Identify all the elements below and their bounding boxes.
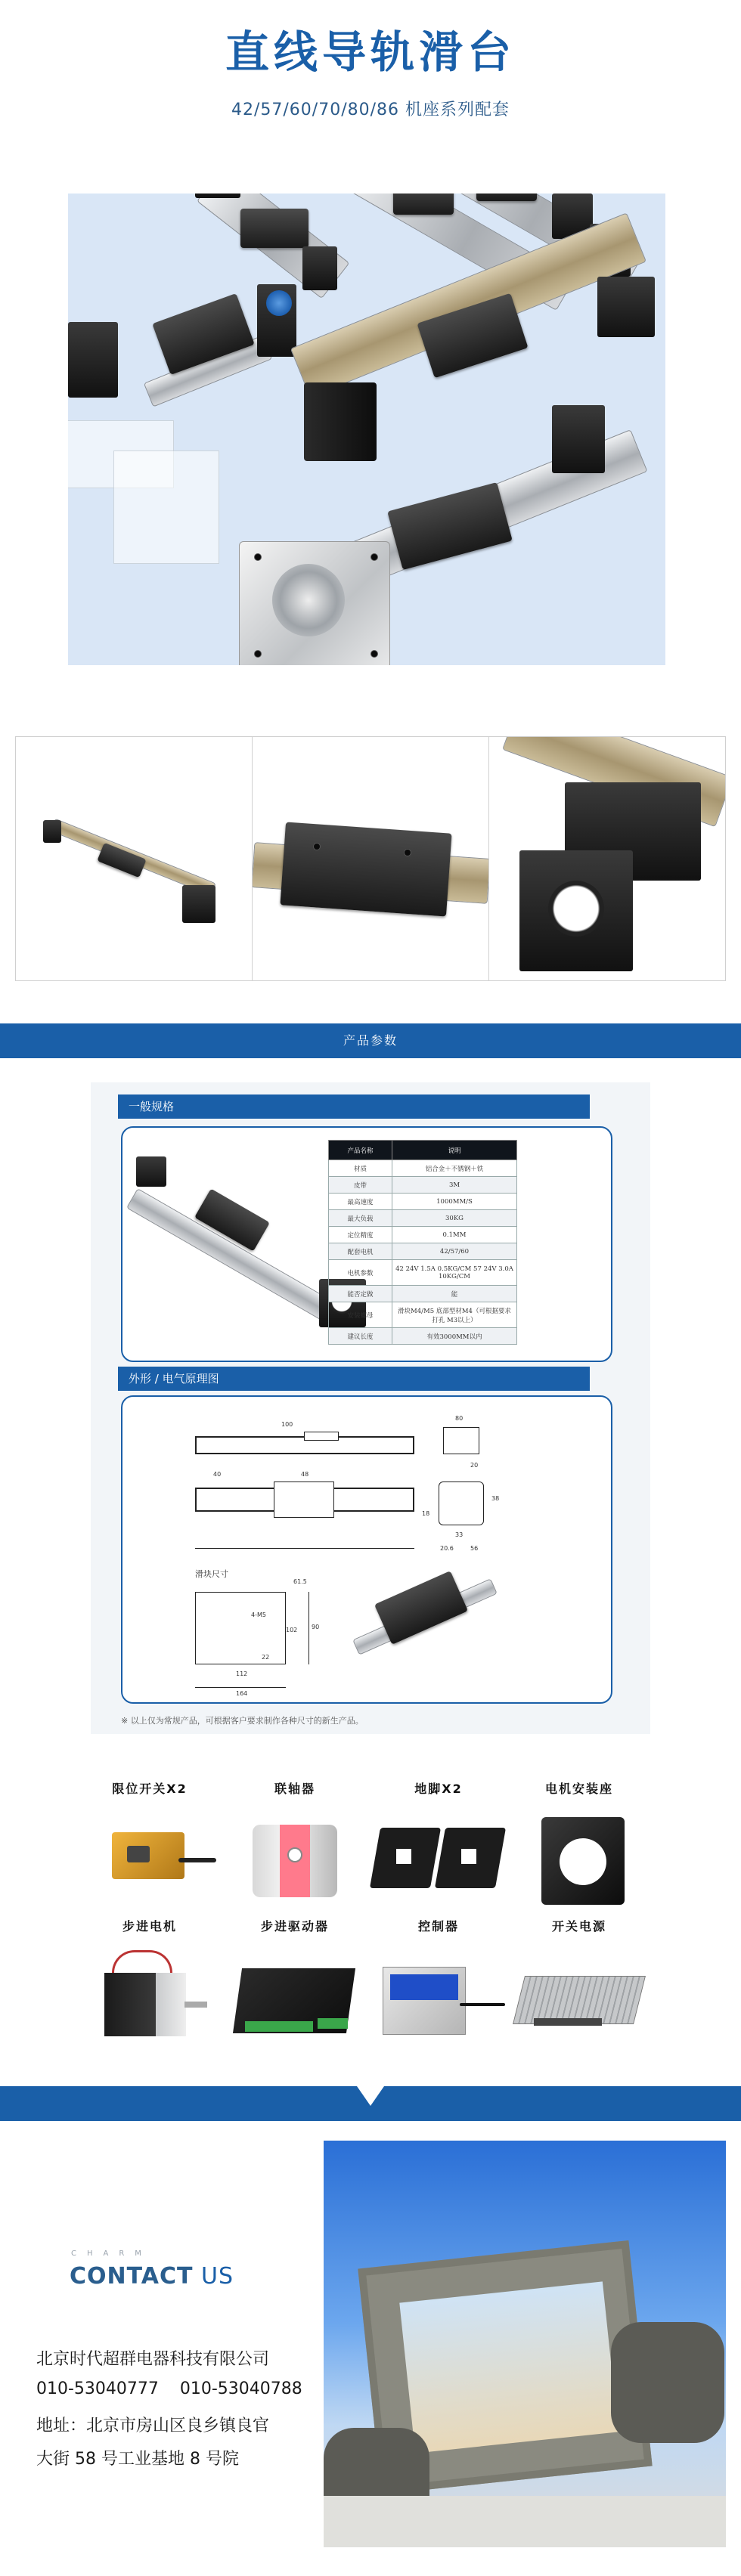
spec-value: 0.1MM xyxy=(392,1227,517,1243)
spec-value: 铝合金＋不锈钢＋铁 xyxy=(392,1160,517,1177)
spec-note: ※ 以上仅为常规产品，可根据客户要求制作各种尺寸的新生产品。 xyxy=(121,1716,364,1726)
contact-heading-a: CONTACT xyxy=(70,2263,194,2290)
drawing-line xyxy=(274,1482,334,1518)
dim-label: 48 xyxy=(301,1471,309,1478)
end-block xyxy=(302,246,337,290)
spec-value: 3M xyxy=(392,1177,517,1194)
drawing-line xyxy=(304,1432,339,1441)
spec-table xyxy=(328,1140,517,1345)
drawing-label: 外形 / 电气原理图 xyxy=(118,1367,590,1391)
general-spec-label: 一般规格 xyxy=(118,1094,590,1119)
dim-label: 90 xyxy=(312,1624,320,1630)
power-supply-icon xyxy=(511,1943,647,2048)
chevron-down-icon xyxy=(357,2086,384,2106)
spec-key: 材质 xyxy=(329,1160,392,1177)
limit-switch-icon xyxy=(82,1805,218,1911)
carriage xyxy=(280,822,451,916)
spec-key: 最高速度 xyxy=(329,1194,392,1210)
accessory-item xyxy=(74,1917,225,2048)
dim-label: 100 xyxy=(281,1421,293,1428)
dim-label: 38 xyxy=(491,1495,500,1502)
end-block xyxy=(195,194,240,198)
accessory-label: 步进驱动器 xyxy=(260,1919,329,1934)
carriage xyxy=(387,482,513,570)
dim-label: 18 xyxy=(422,1510,430,1517)
spec-key: 建议长度 xyxy=(329,1328,392,1345)
accessory-item xyxy=(363,1917,514,2048)
accessory-label: 电机安装座 xyxy=(544,1782,613,1796)
carriage xyxy=(476,194,537,201)
drawing-line xyxy=(308,1592,309,1664)
drawing-line xyxy=(195,1592,286,1664)
photo-inset xyxy=(399,2281,618,2453)
spec-key: 能否定做 xyxy=(329,1286,392,1302)
dim-label: 22 xyxy=(262,1654,270,1661)
motor-mount-icon xyxy=(511,1805,647,1911)
page-title: 直线导轨滑台 xyxy=(225,26,516,78)
end-block xyxy=(182,885,215,923)
spec-value: 1000MM/S xyxy=(392,1194,517,1210)
dim-label: 80 xyxy=(455,1415,464,1422)
table-row xyxy=(329,1227,517,1243)
accessory-label: 开关电源 xyxy=(551,1919,606,1934)
table-row xyxy=(329,1260,517,1286)
controller-icon xyxy=(370,1943,507,2048)
bolt-hole-icon xyxy=(404,849,411,856)
dim-label: 61.5 xyxy=(293,1578,307,1585)
contact-heading-b: US xyxy=(193,2263,234,2290)
contact-heading xyxy=(70,2263,234,2290)
end-block xyxy=(43,820,61,843)
ghost-image xyxy=(113,450,219,564)
drawing-line xyxy=(439,1482,484,1525)
dim-label: 33 xyxy=(455,1531,464,1538)
drawing-line xyxy=(413,1436,414,1454)
end-block xyxy=(552,405,605,473)
section-header-params: 产品参数 xyxy=(0,1023,741,1058)
thumbnail-carriage[interactable] xyxy=(253,737,489,980)
carriage xyxy=(240,209,308,248)
spec-key: 皮带 xyxy=(329,1177,392,1194)
carriage xyxy=(374,1571,468,1645)
end-block xyxy=(136,1156,166,1187)
accessory-item xyxy=(74,1779,225,1911)
table-row xyxy=(329,1243,517,1260)
accessory-label: 控制器 xyxy=(417,1919,459,1934)
table-row xyxy=(329,1302,517,1328)
end-block xyxy=(68,322,118,398)
accessory-item xyxy=(504,1779,655,1911)
drawing-line xyxy=(195,1453,414,1454)
dim-label: 40 xyxy=(213,1471,222,1478)
table-row xyxy=(329,1286,517,1302)
spec-value: 有效3000MM以内 xyxy=(392,1328,517,1345)
table-row xyxy=(329,1210,517,1227)
stepper-motor xyxy=(304,382,377,461)
dim-label: 102 xyxy=(286,1627,298,1633)
ground xyxy=(324,2496,726,2547)
thumbnail-full-slide[interactable] xyxy=(16,737,253,980)
stepper-driver-icon xyxy=(227,1943,363,2048)
spec-header-desc: 说明 xyxy=(392,1141,517,1160)
bolt-hole-icon xyxy=(254,650,262,658)
flange-bore-icon xyxy=(272,564,345,636)
accessory-item xyxy=(219,1917,370,2048)
spec-value: 30KG xyxy=(392,1210,517,1227)
page-subtitle: 42/57/60/70/80/86 机座系列配套 xyxy=(231,101,510,119)
table-row xyxy=(329,1160,517,1177)
bearing-icon xyxy=(266,290,292,316)
dim-label: 112 xyxy=(236,1670,248,1677)
accessory-label: 联轴器 xyxy=(274,1782,315,1796)
bolt-hole-icon xyxy=(254,553,262,561)
spec-key: 定位精度 xyxy=(329,1227,392,1243)
drawing-line xyxy=(195,1548,414,1549)
spec-value: 能 xyxy=(392,1286,517,1302)
end-block xyxy=(597,277,655,337)
spec-key: 配套电机 xyxy=(329,1243,392,1260)
drawing-box xyxy=(121,1395,612,1704)
table-row xyxy=(329,1328,517,1345)
drawing-line xyxy=(195,1488,197,1512)
stepper-motor-icon xyxy=(82,1943,218,2048)
accessory-item xyxy=(504,1917,655,2048)
thumbnail-motor-mount[interactable] xyxy=(489,737,725,980)
dim-label: 4-M5 xyxy=(251,1612,266,1618)
accessory-label: 步进电机 xyxy=(122,1919,177,1934)
spec-key: 最大负载 xyxy=(329,1210,392,1227)
carriage xyxy=(393,194,454,215)
drawing-line xyxy=(413,1488,414,1512)
slider-size-label: 滑块尺寸 xyxy=(195,1569,228,1579)
flange-bore-icon xyxy=(548,881,604,937)
charm-caption: CHARM xyxy=(71,2249,152,2258)
drawing-line xyxy=(443,1427,479,1454)
statue-hand xyxy=(611,2322,724,2443)
spec-value: 滑块M4/M5 底部型材M4（可根据要求打孔 M3以上） xyxy=(392,1302,517,1328)
coupling-icon xyxy=(227,1805,363,1911)
company-name: 北京时代超群电器科技有限公司 xyxy=(36,2350,270,2369)
bolt-hole-icon xyxy=(370,650,378,658)
hero-product-image xyxy=(68,194,665,665)
dim-label: 20.6 xyxy=(440,1545,454,1552)
spec-value: 42/57/60 xyxy=(392,1243,517,1260)
dim-label: 20 xyxy=(470,1462,479,1469)
thumbnail-strip xyxy=(15,736,726,981)
table-row xyxy=(329,1194,517,1210)
accessory-label: 限位开关X2 xyxy=(112,1782,188,1796)
foot-mount-icon xyxy=(370,1805,507,1911)
accessory-item xyxy=(219,1779,370,1911)
bolt-hole-icon xyxy=(313,843,321,850)
drawing-line xyxy=(195,1687,286,1688)
accessory-label: 地脚X2 xyxy=(414,1782,463,1796)
spec-value: 42 24V 1.5A 0.5KG/CM 57 24V 3.0A 10KG/CM xyxy=(392,1260,517,1286)
spec-key: 电机参数 xyxy=(329,1260,392,1286)
accessory-item xyxy=(363,1779,514,1911)
table-row xyxy=(329,1177,517,1194)
address-line-1: 地址：北京市房山区良乡镇良官 xyxy=(36,2417,270,2435)
address-line-2: 大街 58 号工业基地 8 号院 xyxy=(36,2450,239,2469)
drawing-line xyxy=(195,1436,197,1454)
spec-key: 安装螺母 xyxy=(329,1302,392,1328)
phone-numbers: 010-53040777 010-53040788 xyxy=(36,2379,302,2398)
dim-label: 164 xyxy=(236,1690,248,1697)
dim-label: 56 xyxy=(470,1545,479,1552)
bolt-hole-icon xyxy=(370,553,378,561)
spec-header-name: 产品名称 xyxy=(329,1141,392,1160)
team-photo xyxy=(324,2141,726,2547)
